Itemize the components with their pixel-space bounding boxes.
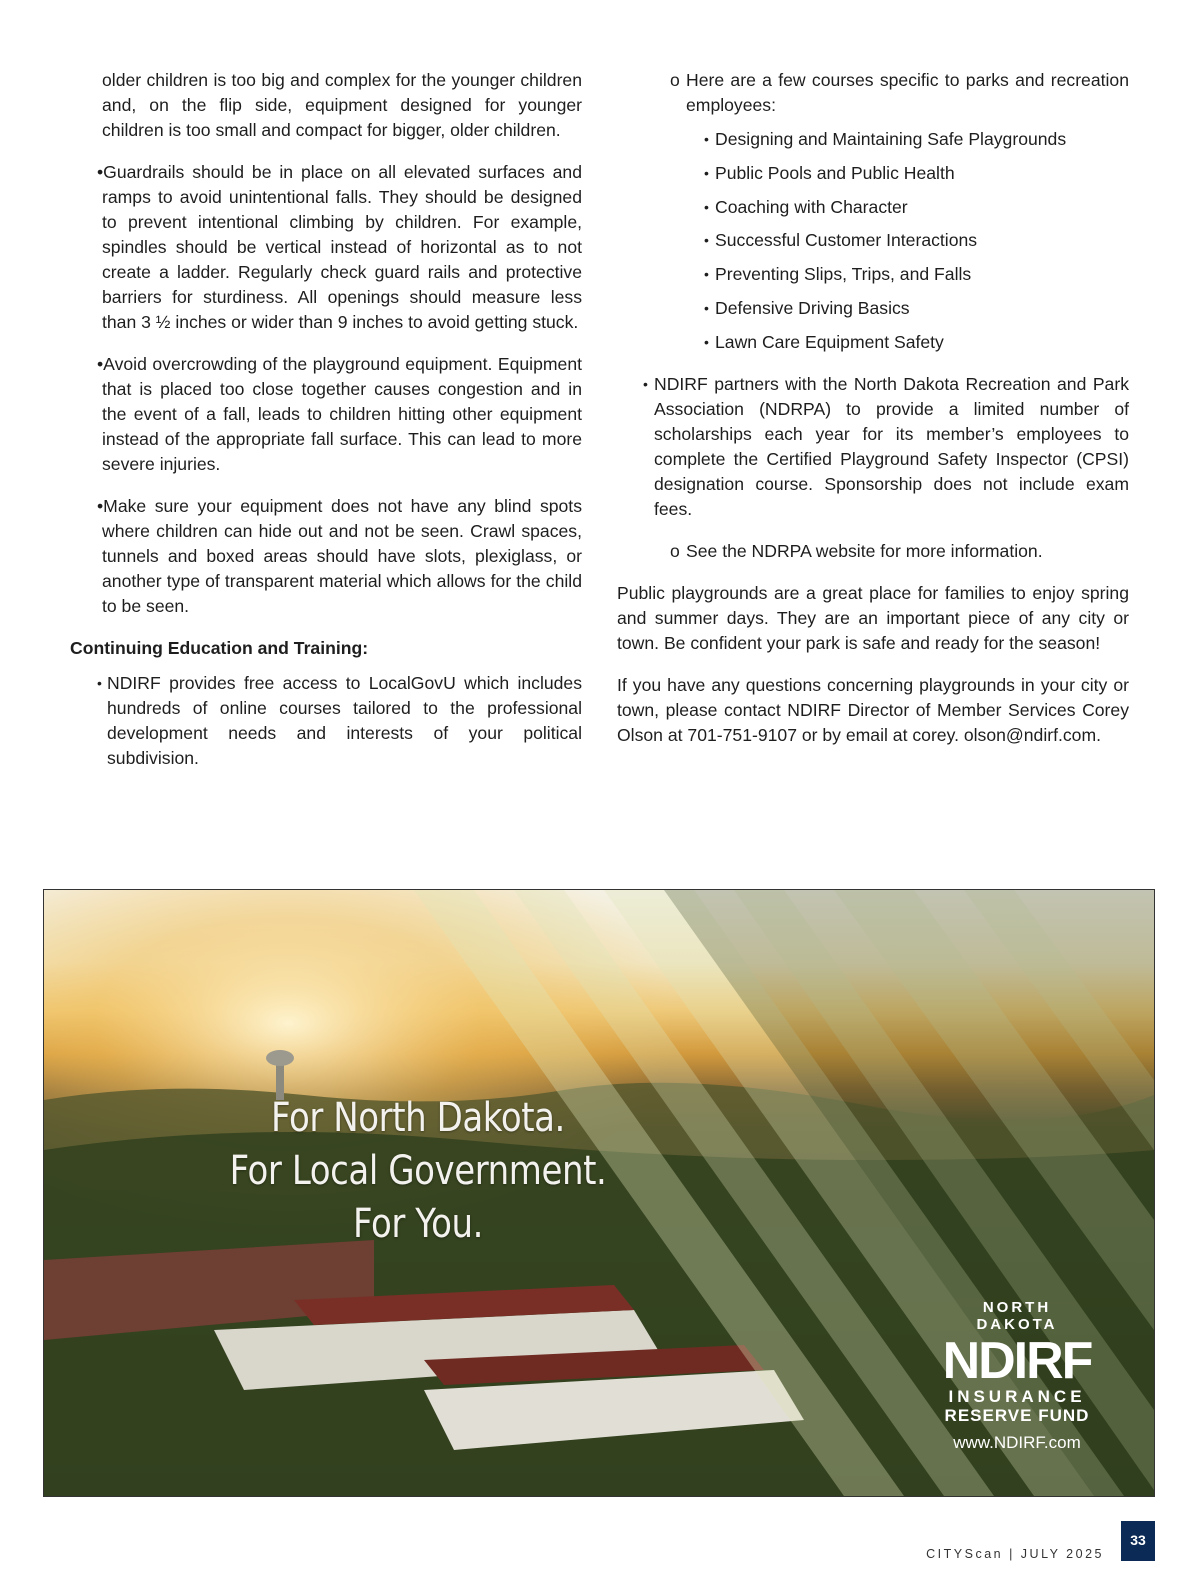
- course-item: • Preventing Slips, Trips, and Falls: [617, 262, 1129, 287]
- logo-sub-text-1: INSURANCE: [948, 1387, 1086, 1406]
- courses-intro-text: Here are a few courses specific to parks and recreation employees:: [686, 70, 1129, 115]
- course-item: • Lawn Care Equipment Safety: [617, 330, 1129, 355]
- water-tower-tank: [266, 1050, 294, 1066]
- localgovu-item: • NDIRF provides free access to LocalGovU which includes hundreds of online courses tailored to the professional development needs and interests of your political subdivision.: [107, 671, 582, 771]
- course-item: • Defensive Driving Basics: [617, 296, 1129, 321]
- right-column: [617, 68, 1129, 765]
- scholarship-list: [617, 372, 1129, 522]
- footer-text: CITYScan | JULY 2025: [926, 1547, 1104, 1561]
- course-item: • Public Pools and Public Health: [617, 161, 1129, 186]
- logo-url: www.NDIRF.com: [953, 1433, 1081, 1452]
- ad-headline-2: For Local Government.: [229, 1148, 607, 1194]
- logo-sub-text-2: RESERVE FUND: [944, 1406, 1090, 1425]
- course-item: • Coaching with Character: [617, 195, 1129, 220]
- guardrails-paragraph: •Guardrails should be in place on all elevated surfaces and ramps to avoid unintentional falls. They should be designed to prevent intentional climbing by children. For example, spindles should be vertical instead of horizontal as to not create a ladder. Regularly check guard rails and protective barriers for sturdiness. All openings should measure less than 3 ½ inches or wider than 9 inches to avoid getting stuck.: [97, 162, 582, 332]
- left-column: [70, 68, 582, 788]
- ndrpa-item: • NDIRF partners with the North Dakota Recreation and Park Association (NDRPA) to provide a limited number of scholarships each year for its member’s employees to complete the Certified Playground Safety Inspector (CPSI) designation course. Sponsorship does not include exam fees.: [617, 372, 1129, 522]
- courses-intro: [617, 68, 1129, 118]
- logo-main-text: NDIRF: [942, 1332, 1092, 1390]
- intro-continuation: older children is too big and complex for the younger children and, on the flip side, equipment designed for younger children is too small and compact for bigger, older children.: [102, 70, 582, 140]
- page-number: 33: [1121, 1521, 1155, 1561]
- logo-top-text: NORTH DAKOTA: [976, 1299, 1058, 1333]
- o-bullet: o: [670, 70, 680, 90]
- overcrowding-paragraph: •Avoid overcrowding of the playground equipment. Equipment that is placed too close together causes congestion and in the event of a fall, leads to children hitting other equipment instead of the appropriate fall surface. This can lead to more severe injuries.: [97, 354, 582, 474]
- o-bullet: o: [670, 540, 680, 561]
- see-website-text: See the NDRPA website for more information.: [686, 540, 1043, 561]
- closing-paragraph-2: If you have any questions concerning playgrounds in your city or town, please contact NDIRF Director of Member Services Corey Olson at 701-751-9107 or by email at corey. olson@ndirf.com.: [617, 674, 1129, 745]
- ad-headline-1: For North Dakota.: [271, 1095, 565, 1141]
- ndirf-logo: [942, 1299, 1092, 1453]
- closing-paragraph-1: Public playgrounds are a great place for families to enjoy spring and summer days. They are an important piece of any city or town. Be confident your park is safe and ready for the season!: [617, 582, 1129, 653]
- see-website: [617, 539, 1129, 564]
- courses-list: [617, 127, 1129, 355]
- course-item: • Designing and Maintaining Safe Playgrounds: [617, 127, 1129, 152]
- ad-headline-3: For You.: [353, 1201, 483, 1247]
- section-heading: Continuing Education and Training:: [70, 638, 369, 658]
- course-item: • Successful Customer Interactions: [617, 228, 1129, 253]
- ndirf-advertisement: [43, 889, 1155, 1497]
- blind-spots-paragraph: •Make sure your equipment does not have any blind spots where children can hide out and not be seen. Crawl spaces, tunnels and boxed areas should have slots, plexiglass, or another type of transparent material which allows for the child to be seen.: [97, 496, 582, 616]
- training-list: [70, 671, 582, 771]
